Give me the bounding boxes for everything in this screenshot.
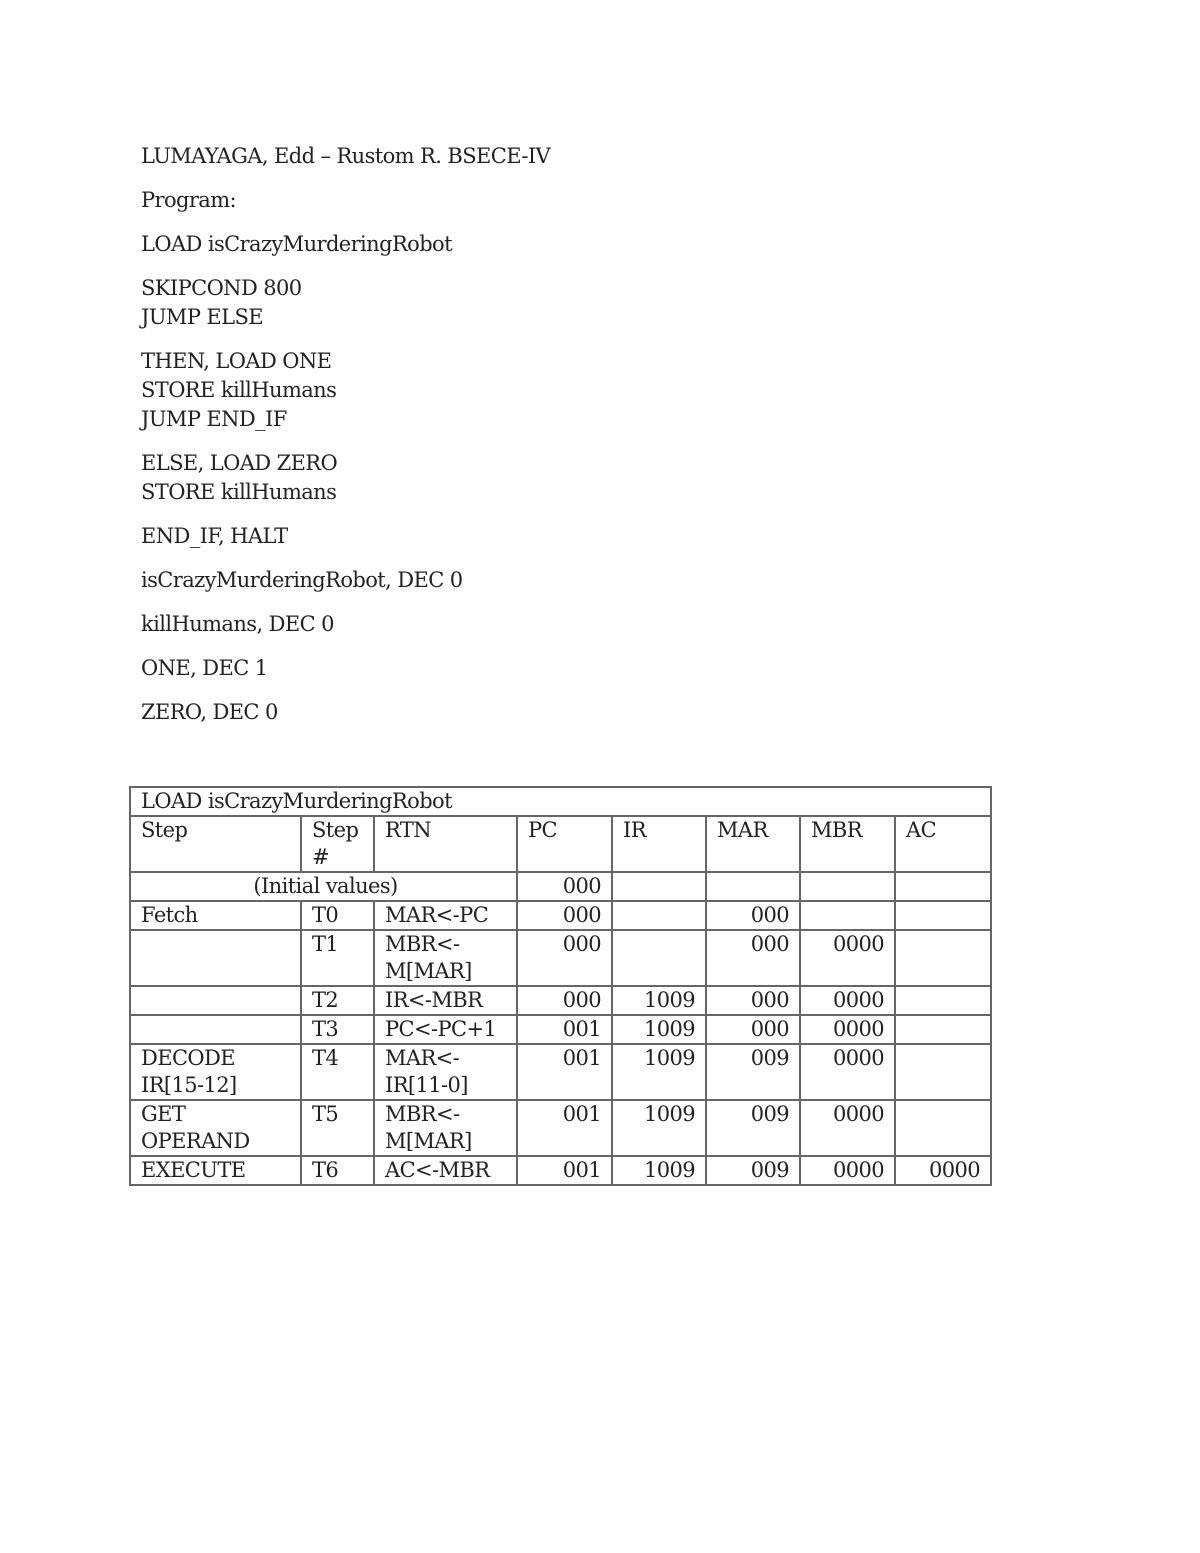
cell-ir: 1009	[612, 1156, 706, 1185]
code-line: LOAD isCrazyMurderingRobot	[141, 232, 452, 256]
cell-mbr: 0000	[800, 930, 895, 986]
cell-pc: 000	[517, 872, 612, 901]
cell-ac	[895, 930, 991, 986]
cell-step-num: T6	[301, 1156, 374, 1185]
cell-mar: 009	[706, 1044, 800, 1100]
table-row	[130, 930, 991, 986]
cell-mbr: 0000	[800, 1044, 895, 1100]
cell-pc: 001	[517, 1044, 612, 1100]
code-block	[141, 274, 1041, 332]
cell-ir: 1009	[612, 1100, 706, 1156]
cell-step-num: T3	[301, 1015, 374, 1044]
header-step-num: Step #	[301, 816, 374, 872]
cell-rtn: MBR<-M[MAR]	[374, 930, 517, 986]
code-block	[141, 449, 1041, 507]
cell-ac	[895, 872, 991, 901]
cell-step: DECODE IR[15-12]	[130, 1044, 301, 1100]
trace-table	[129, 786, 992, 1186]
code-block	[141, 698, 1041, 727]
header-mar: MAR	[706, 816, 800, 872]
header-rtn: RTN	[374, 816, 517, 872]
cell-ac	[895, 1044, 991, 1100]
cell-mbr: 0000	[800, 1015, 895, 1044]
table-row	[130, 1100, 991, 1156]
initial-values-label: (Initial values)	[130, 872, 517, 901]
header-step: Step	[130, 816, 301, 872]
code-block	[141, 230, 1041, 259]
code-line: JUMP ELSE	[141, 305, 264, 329]
cell-rtn: IR<-MBR	[374, 986, 517, 1015]
cell-step-num: T2	[301, 986, 374, 1015]
code-line: ONE, DEC 1	[141, 656, 268, 680]
cell-ac	[895, 986, 991, 1015]
header-ir: IR	[612, 816, 706, 872]
cell-step: EXECUTE	[130, 1156, 301, 1185]
cell-mar: 000	[706, 1015, 800, 1044]
code-line: ELSE, LOAD ZERO	[141, 451, 338, 475]
table-row	[130, 901, 991, 930]
cell-ac: 0000	[895, 1156, 991, 1185]
code-line: END_IF, HALT	[141, 524, 288, 548]
cell-rtn: MAR<-IR[11-0]	[374, 1044, 517, 1100]
table-row	[130, 986, 991, 1015]
code-block	[141, 610, 1041, 639]
cell-pc: 000	[517, 901, 612, 930]
table-row	[130, 1015, 991, 1044]
cell-pc: 000	[517, 986, 612, 1015]
program-listing	[141, 142, 1041, 742]
cell-ir: 1009	[612, 986, 706, 1015]
code-block	[141, 654, 1041, 683]
code-block	[141, 347, 1041, 434]
cell-step	[130, 1015, 301, 1044]
cell-ir	[612, 930, 706, 986]
code-block	[141, 522, 1041, 551]
cell-mar: 009	[706, 1156, 800, 1185]
cell-pc: 001	[517, 1156, 612, 1185]
cell-step-num: T0	[301, 901, 374, 930]
cell-mbr: 0000	[800, 1100, 895, 1156]
cell-ac	[895, 1015, 991, 1044]
code-line: STORE killHumans	[141, 480, 337, 504]
code-line: killHumans, DEC 0	[141, 612, 334, 636]
cell-rtn: MAR<-PC	[374, 901, 517, 930]
cell-step-num: T5	[301, 1100, 374, 1156]
cell-pc: 001	[517, 1100, 612, 1156]
cell-rtn: MBR<-M[MAR]	[374, 1100, 517, 1156]
header-pc: PC	[517, 816, 612, 872]
table-title: LOAD isCrazyMurderingRobot	[130, 787, 991, 816]
author-line: LUMAYAGA, Edd – Rustom R. BSECE-IV	[141, 144, 551, 168]
cell-step	[130, 930, 301, 986]
table-row	[130, 1044, 991, 1100]
cell-mbr	[800, 901, 895, 930]
code-line: THEN, LOAD ONE	[141, 349, 332, 373]
cell-ir	[612, 901, 706, 930]
cell-step: Fetch	[130, 901, 301, 930]
cell-mar	[706, 872, 800, 901]
cell-ac	[895, 1100, 991, 1156]
program-label: Program:	[141, 188, 237, 212]
cell-ir: 1009	[612, 1044, 706, 1100]
cell-ir	[612, 872, 706, 901]
cell-mbr	[800, 872, 895, 901]
cell-ac	[895, 901, 991, 930]
cell-mbr: 0000	[800, 1156, 895, 1185]
code-line: JUMP END_IF	[141, 407, 287, 431]
cell-pc: 000	[517, 930, 612, 986]
cell-pc: 001	[517, 1015, 612, 1044]
cell-step-num: T1	[301, 930, 374, 986]
code-block	[141, 566, 1041, 595]
table-header-row	[130, 816, 991, 872]
cell-step	[130, 986, 301, 1015]
cell-rtn: PC<-PC+1	[374, 1015, 517, 1044]
initial-values-row	[130, 872, 991, 901]
code-line: STORE killHumans	[141, 378, 337, 402]
cell-mar: 000	[706, 986, 800, 1015]
code-line: isCrazyMurderingRobot, DEC 0	[141, 568, 463, 592]
code-line: SKIPCOND 800	[141, 276, 302, 300]
cell-step-num: T4	[301, 1044, 374, 1100]
code-line: ZERO, DEC 0	[141, 700, 278, 724]
table-title-row	[130, 787, 991, 816]
header-ac: AC	[895, 816, 991, 872]
cell-mar: 000	[706, 930, 800, 986]
cell-mar: 009	[706, 1100, 800, 1156]
cell-mbr: 0000	[800, 986, 895, 1015]
header-mbr: MBR	[800, 816, 895, 872]
cell-mar: 000	[706, 901, 800, 930]
table-row	[130, 1156, 991, 1185]
cell-ir: 1009	[612, 1015, 706, 1044]
cell-step: GET OPERAND	[130, 1100, 301, 1156]
cell-rtn: AC<-MBR	[374, 1156, 517, 1185]
